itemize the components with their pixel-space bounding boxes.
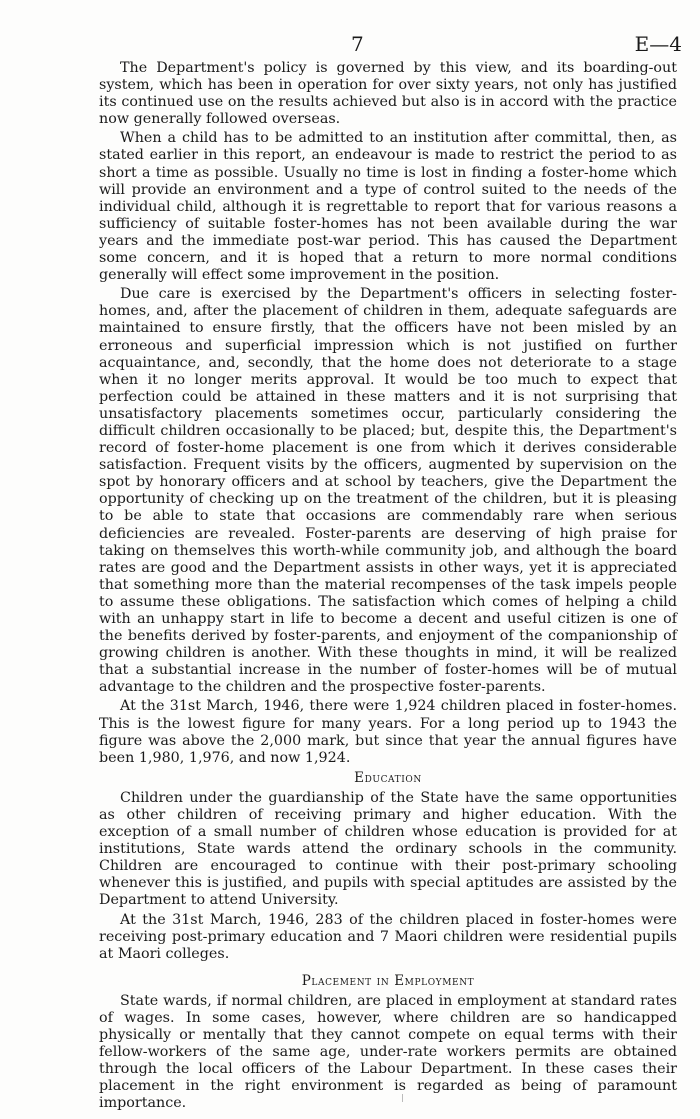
page-number: 7 [351,32,364,56]
page-header [96,32,682,56]
paragraph-education-figures: At the 31st March, 1946, 283 of the children placed in foster-homes were receiving post-primary education and 7 Maori children were residential pupils at Maori colleges. [99,911,677,962]
page-mark [402,1094,403,1102]
paragraph-education-opportunities: Children under the guardianship of the State have the same opportunities as other children of receiving primary and higher education. With the exception of a small number of children whose education is provided for at institutions, State wards attend the ordinary schools in the community. Children are encouraged to continue with their post-primary schooling whenever this is justified, and pupils with special aptitudes are assisted by the Department to attend University. [99,789,677,909]
page-body [99,60,677,1112]
section-heading-employment: Placement in Employment [301,972,475,989]
paragraph-boarding-out-policy: The Department's policy is governed by this view, and its boarding-out system, which has been in operation for over sixty years, not only has justified its continued use on the results achieved but also is in accord with the practice now generally followed overseas. [99,60,677,128]
document-reference: E—4 [634,32,682,56]
paragraph-institution-admission: When a child has to be admitted to an institution after committal, then, as stated earlier in this report, an endeavour is made to restrict the period to as short a time as possible. Usually no time is lost in finding a foster-home which will provide an environment and a type of control suited to the needs of the individual child, although it is regrettable to report that for various reasons a sufficiency of suitable foster-homes has not been available during the war years and the immediate post-war period. This has caused the Department some concern, and it is hoped that a return to more normal conditions generally will effect some improvement in the position. [99,130,677,284]
paragraph-foster-home-figures: At the 31st March, 1946, there were 1,924 children placed in foster-homes. This is the lowest figure for many years. For a long period up to 1943 the figure was above the 2,000 mark, but since that year the annual figures have been 1,980, 1,976, and now 1,924. [99,698,677,766]
paragraph-foster-home-selection: Due care is exercised by the Department's officers in selecting foster-homes, and, after the placement of children in them, adequate safeguards are maintained to ensure firstly, that the officers have not been misled by an erroneous and superficial impression which is not justified on further acquaintance, and, secondly, that the home does not deteriorate to a stage when it no longer merits approval. It would be too much to expect that perfection could be attained in these matters and it is not surprising that unsatisfactory placements sometimes occur, particularly considering the difficult children occasionally to be placed; but, despite this, the Department's record of foster-home placement is one from which it derives considerable satisfaction. Frequent visits by the officers, augmented by supervision on the spot by honorary officers and at school by teachers, give the Department the opportunity of checking up on the treatment of the children, but it is pleasing to be able to state that occasions are commendably rare when serious deficiencies are revealed. Foster-parents are deserving of high praise for taking on themselves this worth-while community job, and although the board rates are good and the Department assists in other ways, yet it is appreciated that something more than the material recompenses of the task impels people to assume these obligations. The satisfaction which comes of helping a child with an unhappy start in life to become a decent and useful citizen is one of the benefits derived by foster-parents, and enjoyment of the companionship of growing children is another. With these thoughts in mind, it will be realized that a substantial increase in the number of foster-homes will be of mutual advantage to the children and the prospective foster-parents. [99,286,677,696]
paragraph-employment-placement: State wards, if normal children, are placed in employment at standard rates of wages. In some cases, however, where children are so handicapped physically or mentally that they cannot compete on equal terms with their fellow-workers of the same age, under-rate workers permits are obtained through the local officers of the Labour Department. In these cases their placement in the right environment is regarded as being of paramount importance. [99,992,677,1112]
section-heading-education: Education [354,769,422,786]
